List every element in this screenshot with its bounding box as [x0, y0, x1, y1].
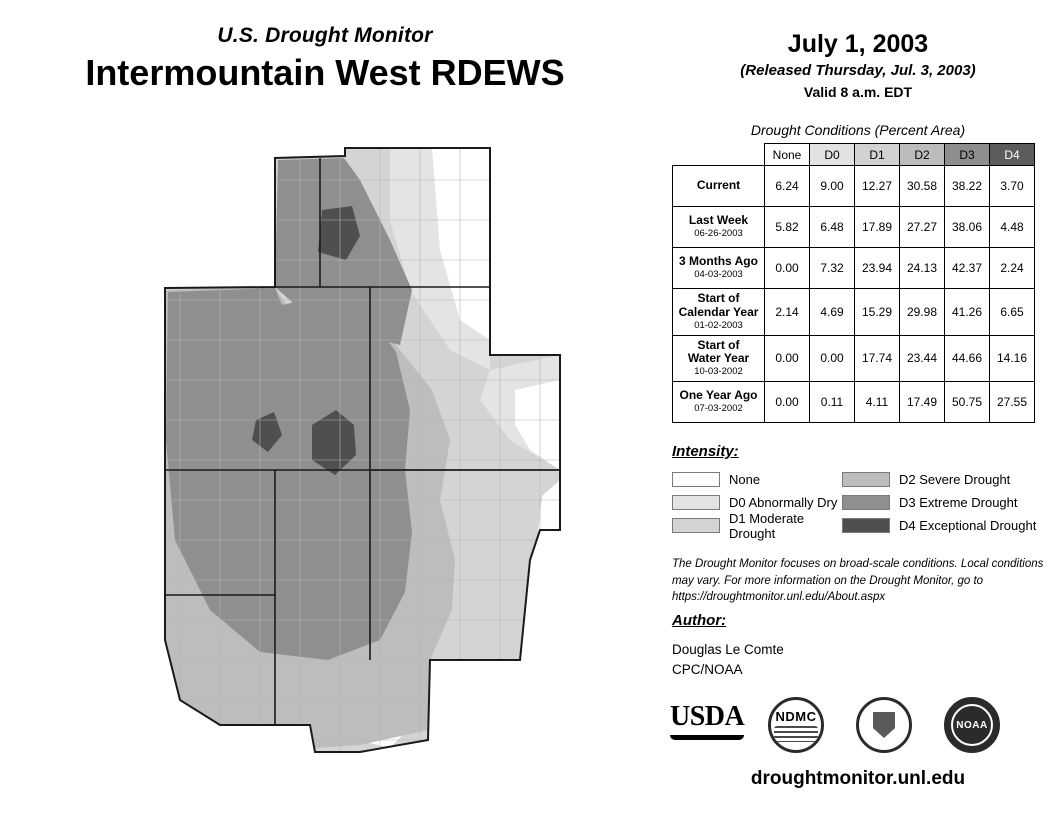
row-label-text: Start of Water Year: [687, 337, 750, 366]
legend-label-d1: D1 Moderate Drought: [729, 510, 805, 541]
usda-logo-text: USDA: [670, 701, 745, 732]
table-caption: Drought Conditions (Percent Area): [750, 122, 966, 138]
row-label-start-calendar-year: [673, 289, 765, 336]
noaa-logo-text: NOAA: [951, 704, 993, 746]
legend-label-none: None: [729, 472, 761, 487]
cell-cy-none: 2.14: [765, 289, 810, 336]
swatch-d4-icon: [842, 518, 890, 533]
drought-conditions-table: [672, 143, 1035, 423]
ndmc-logo-waves-icon: [774, 726, 818, 742]
cell-1yr-d4: 27.55: [990, 382, 1035, 423]
cell-wy-d4: 14.16: [990, 335, 1035, 382]
row-label-text: Current: [696, 178, 741, 193]
col-header-d1: D1: [855, 144, 900, 166]
author-name-text: Douglas Le Comte: [672, 642, 784, 657]
table-corner-cell: [673, 144, 765, 166]
cell-lastweek-d1: 17.89: [855, 207, 900, 248]
site-url: droughtmonitor.unl.edu: [750, 768, 966, 789]
disclaimer-text: The Drought Monitor focuses on broad-scale conditions. Local conditions may vary. For more information on the Drought Monitor, go to https://droughtmonitor.unl.edu/About.aspx: [672, 558, 1044, 604]
row-label-current: [673, 166, 765, 207]
swatch-none-icon: [672, 472, 720, 487]
legend-item-d1: [672, 511, 842, 541]
cell-wy-d1: 17.74: [855, 335, 900, 382]
legend-item-none: [672, 472, 842, 487]
legend-label-d4: D4 Exceptional Drought: [899, 518, 1037, 533]
col-header-d2: D2: [900, 144, 945, 166]
col-header-d0: D0: [810, 144, 855, 166]
cell-1yr-d2: 17.49: [900, 382, 945, 423]
cell-lastweek-none: 5.82: [765, 207, 810, 248]
author-info: [672, 640, 784, 679]
swatch-d0-icon: [672, 495, 720, 510]
row-label-start-water-year: [673, 335, 765, 382]
legend: [672, 468, 1048, 541]
col-header-d3: D3: [945, 144, 990, 166]
author-affiliation: CPC/NOAA: [672, 661, 743, 677]
legend-item-d0: [672, 495, 842, 510]
row-label-text: Last Week: [688, 213, 749, 228]
cell-3mo-d2: 24.13: [900, 248, 945, 289]
intensity-heading: Intensity:: [672, 443, 739, 460]
cell-current-d3: 38.22: [945, 166, 990, 207]
cell-3mo-none: 0.00: [765, 248, 810, 289]
table-row: [673, 335, 1035, 382]
swatch-d1-icon: [672, 518, 720, 533]
ndmc-logo: [768, 697, 824, 753]
cell-current-d0: 9.00: [810, 166, 855, 207]
cell-lastweek-d2: 27.27: [900, 207, 945, 248]
cell-3mo-d1: 23.94: [855, 248, 900, 289]
legend-item-d4: [842, 518, 1048, 533]
cell-wy-d2: 23.44: [900, 335, 945, 382]
swatch-d3-icon: [842, 495, 890, 510]
legend-label-d3: D3 Extreme Drought: [899, 495, 1018, 510]
table-row: [673, 207, 1035, 248]
row-label-text: 3 Months Ago: [679, 254, 758, 269]
row-label-date: 01-02-2003: [694, 319, 743, 331]
cell-3mo-d4: 2.24: [990, 248, 1035, 289]
usdc-logo: [856, 697, 912, 753]
table-row: [673, 166, 1035, 207]
drought-shading: [60, 140, 640, 770]
noaa-logo: [944, 697, 1000, 753]
cell-cy-d0: 4.69: [810, 289, 855, 336]
legend-item-d2: [842, 472, 1048, 487]
logo-row: [660, 695, 1056, 757]
cell-lastweek-d0: 6.48: [810, 207, 855, 248]
cell-wy-none: 0.00: [765, 335, 810, 382]
author-heading: Author:: [672, 612, 727, 629]
title-block: [0, 24, 650, 94]
table-header-row: [673, 144, 1035, 166]
cell-current-none: 6.24: [765, 166, 810, 207]
table-row: [673, 382, 1035, 423]
row-label-date: 07-03-2002: [694, 402, 743, 414]
row-label-text: Start of Calendar Year: [678, 291, 759, 319]
valid-time: Valid 8 a.m. EDT: [803, 84, 913, 100]
cell-3mo-d3: 42.37: [945, 248, 990, 289]
cell-1yr-d1: 4.11: [855, 382, 900, 423]
swatch-d2-icon: [842, 472, 890, 487]
usda-logo-underbar: [670, 735, 744, 740]
ndmc-logo-text: NDMC: [775, 708, 817, 724]
row-label-last-week: [673, 207, 765, 248]
col-header-none: None: [765, 144, 810, 166]
cell-1yr-d0: 0.11: [810, 382, 855, 423]
page-title: Intermountain West RDEWS: [85, 52, 565, 93]
release-date: (Released Thursday, Jul. 3, 2003): [740, 62, 976, 79]
cell-current-d4: 3.70: [990, 166, 1035, 207]
cell-current-d2: 30.58: [900, 166, 945, 207]
usdc-logo-shield-icon: [873, 712, 895, 738]
cell-3mo-d0: 7.32: [810, 248, 855, 289]
cell-1yr-d3: 50.75: [945, 382, 990, 423]
cell-lastweek-d4: 4.48: [990, 207, 1035, 248]
row-label-3-months-ago: [673, 248, 765, 289]
cell-cy-d3: 41.26: [945, 289, 990, 336]
cell-1yr-none: 0.00: [765, 382, 810, 423]
row-label-date: 06-26-2003: [694, 227, 743, 239]
cell-wy-d3: 44.66: [945, 335, 990, 382]
row-label-text: One Year Ago: [679, 388, 758, 403]
cell-cy-d1: 15.29: [855, 289, 900, 336]
cell-cy-d2: 29.98: [900, 289, 945, 336]
legend-label-d0: D0 Abnormally Dry: [729, 495, 838, 510]
row-label-date: 04-03-2003: [694, 268, 743, 280]
row-label-one-year-ago: [673, 382, 765, 423]
usda-logo: [670, 701, 748, 749]
table-row: [673, 248, 1035, 289]
cell-cy-d4: 6.65: [990, 289, 1035, 336]
cell-current-d1: 12.27: [855, 166, 900, 207]
legend-item-d3: [842, 495, 1048, 510]
col-header-d4: D4: [990, 144, 1035, 166]
cell-lastweek-d3: 38.06: [945, 207, 990, 248]
map-date: July 1, 2003: [787, 30, 929, 58]
row-label-date: 10-03-2002: [694, 366, 743, 378]
drought-map: [60, 140, 640, 770]
page-subtitle: U.S. Drought Monitor: [217, 24, 433, 47]
date-block: [660, 30, 1056, 100]
cell-wy-d0: 0.00: [810, 335, 855, 382]
legend-label-d2: D2 Severe Drought: [899, 472, 1011, 487]
table-row: [673, 289, 1035, 336]
